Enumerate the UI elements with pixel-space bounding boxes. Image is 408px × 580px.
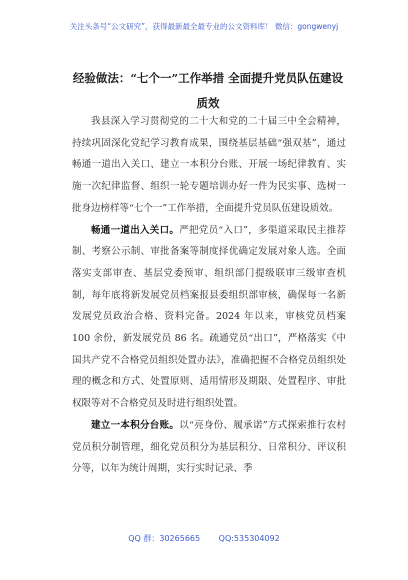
footer-contact: [0, 533, 408, 544]
paragraph-text: 以“亮身份、履承诺”方式探索推行农村党员积分制管理，细化党员积分为基层积分、日常积分、评议积分等，以年为统计周期，实行实时记录、季: [72, 419, 346, 475]
page-title: 经验做法：“七个一”工作举措 全面提升党员队伍建设质效: [72, 71, 344, 110]
document-body: [72, 111, 346, 480]
qq-number-text: QQ:535304092: [218, 534, 280, 543]
top-banner: 关注头条号“公文研究”，获得最新最全最专业的公文资料库！ 微信：gongwenyj: [69, 22, 339, 31]
paragraph-entry-exit: [72, 220, 346, 415]
qq-group-text: QQ 群：30265665: [128, 534, 201, 543]
paragraph-text: 严把党员“入口”，多渠道采取民主推荐制、考察公示制、审批备案等制度择优确定发展对象人选。全面落实支部审查、基层党委预审、组织部门提级联审三级审查机制，每年底将新发展党员档案报县委组织部审核，确保每一名新发展党员政治合格、资料完备。2024 年以来，审核党员档案 100 余份，新发展党员 86 名。疏通党员“出口”，严格落实《中国共产党不合格党员组织处置办法》，准确把握不合格党员组织处理的概念和方式、处置原则、适用情形及期限、处置程序、审批权限等对不合格党员及时进行组织处置。: [72, 224, 346, 410]
paragraph-intro: [72, 111, 346, 220]
paragraph-text: 我县深入学习贯彻党的二十大和党的二十届三中全会精神，持续巩固深化党纪学习教育成果，围绕基层基础“强双基”，通过畅通一道出入关口、建立一本积分台账、开展一场纪律教育、实施一次纪律监督、组织一轮专题培训办好一件为民实事、选树一批身边榜样等“七个一”工作举措，全面提升党员队伍建设质效。: [72, 116, 346, 214]
paragraph-lead: 畅通一道出入关口。: [91, 224, 180, 236]
paragraph-points-ledger: [72, 415, 346, 480]
paragraph-lead: 建立一本积分台账。: [91, 419, 180, 431]
